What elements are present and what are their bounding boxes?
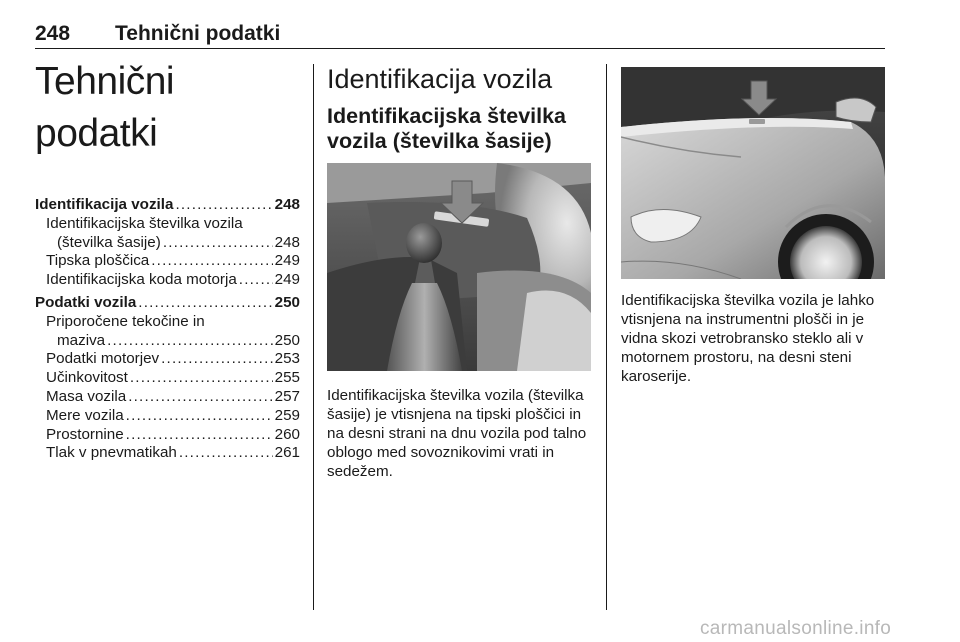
toc-item-maziva[interactable]: maziva ..... 250 [35, 332, 300, 351]
page-number: 248 [35, 22, 71, 45]
windscreen-vin-illustration [621, 67, 885, 279]
windscreen-vin-photo [621, 67, 885, 279]
paragraph-vin-windscreen: Identifikacijska številka vozila je lahko vtisnjena na instrumentni plošči in je vidna skozi vetrobransko steklo ali v motornem prostoru, na desni steni karoserije. [621, 292, 875, 385]
toc-item-line[interactable]: Identifikacijska številka vozila [46, 214, 243, 232]
section-column [327, 62, 595, 154]
page-header [35, 20, 885, 49]
toc-item-motorji[interactable]: Podatki motorjev ..... 253 [35, 350, 300, 369]
column-divider [313, 64, 314, 610]
floor-vin-plate-photo [327, 163, 591, 371]
section-subheading: Identifikacijska številka vozila (številka šasije) [327, 104, 567, 153]
toc-item-tlak[interactable]: Tlak v pnevmatikah ..... 261 [35, 444, 300, 463]
toc-item-tipska[interactable]: Tipska ploščica ..... 249 [35, 252, 300, 271]
paragraph-vin-floor: Identifikacijska številka vozila (številka šasije) je vtisnjena na tipski ploščici in na desni strani na dnu vozila pod talno oblogo med sovoznikovimi vrati in sedežem. [327, 387, 587, 480]
floor-vin-plate-illustration [327, 163, 591, 371]
toc-column [35, 56, 300, 463]
section-heading: Identifikacija vozila [327, 64, 553, 94]
toc-item-ucinkovitost[interactable]: Učinkovitost ..... 255 [35, 369, 300, 388]
toc-item-masa[interactable]: Masa vozila ..... 257 [35, 388, 300, 407]
toc-item-line[interactable]: Priporočene tekočine in [46, 312, 205, 330]
toc-item-prostornine[interactable]: Prostornine ..... 260 [35, 426, 300, 445]
header-title: Tehnični podatki [115, 22, 281, 45]
table-of-contents [35, 196, 300, 463]
toc-item-koda-motorja[interactable]: Identifikacijska koda motorja ..... 249 [35, 271, 300, 290]
toc-section-podatki[interactable]: Podatki vozila ..... 250 [35, 294, 300, 313]
toc-section-identifikacija[interactable]: Identifikacija vozila ..... 248 [35, 196, 300, 215]
toc-item-vin[interactable]: (številka šasije) ..... 248 [35, 234, 300, 253]
chapter-title: Tehnični podatki [35, 60, 175, 155]
toc-item-mere[interactable]: Mere vozila ..... 259 [35, 407, 300, 426]
watermark: carmanualsonline.info [700, 618, 892, 639]
column-divider [606, 64, 607, 610]
